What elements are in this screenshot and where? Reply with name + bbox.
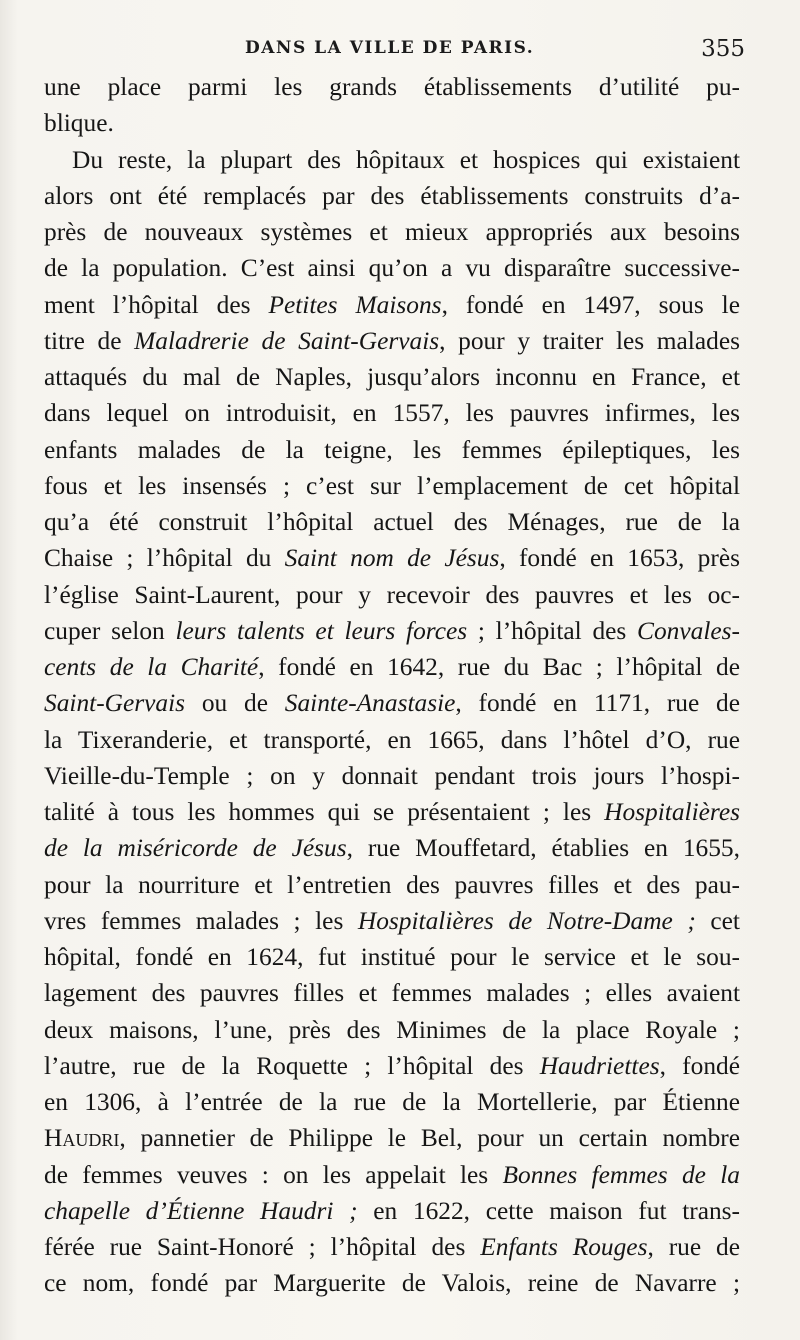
text-segment: enfants malades de la teigne, les femmes épileptiques, les [44,435,740,464]
text-segment: en 1622, cette maison fut trans- [357,1196,740,1225]
text-segment: Vieille-du-Temple ; on y donnait pendant trois jours l’hospi- [44,761,740,790]
text-segment: férée rue Saint-Honoré ; l’hôpital des [44,1233,481,1261]
page-number: 355 [701,36,745,62]
text-segment: alors ont été remplacés par des établissements construits d’a- [44,181,740,210]
italic-text: Enfants Rouges [480,1233,648,1261]
text-segment: ou de [185,689,285,718]
text-line [44,142,740,178]
text-segment: , fondé en 1497, sous le [441,290,740,319]
text-line [44,577,740,613]
text-line [44,504,740,540]
text-segment: cuper selon [44,616,176,645]
text-line [44,1120,740,1156]
italic-text: Hospitalières de Notre-Dame ; [357,906,696,935]
text-segment: ce nom, fondé par Marguerite de Valois, reine de Navarre ; [44,1269,740,1298]
text-segment: , fondé en 1171, rue de [455,689,740,718]
text-line [44,287,740,323]
text-line [44,613,740,649]
text-line [44,359,740,395]
italic-text: Convales- [637,616,740,645]
text-line [44,1084,740,1120]
text-line [44,1193,740,1229]
small-caps-text: Haudri [44,1124,120,1153]
text-segment: attaqués du mal de Naples, jusqu’alors inconnu en France, et [44,363,740,391]
text-line [44,250,740,286]
italic-text: chapelle d’Étienne Haudri ; [44,1196,358,1225]
text-line [44,794,740,830]
text-line [44,1229,740,1265]
italic-text: Bonnes femmes de la [502,1160,740,1189]
text-segment: , pour y traiter les malades [439,326,740,355]
text-line [44,178,740,214]
text-line [44,105,740,141]
text-segment: , pannetier de Philippe le Bel, pour un certain nombre [119,1124,740,1153]
text-segment: l’autre, rue de la Roquette ; l’hôpital des [44,1051,540,1080]
text-segment: deux maisons, l’une, près des Minimes de la place Royale ; [44,1015,740,1044]
text-line [44,867,740,903]
italic-text: leurs talents et leurs forces [175,616,468,645]
text-line [44,722,740,758]
text-segment: qu’a été construit l’hôpital actuel des Ménages, rue de la [44,508,740,536]
text-segment: Du reste, la plupart des hôpitaux et hospices qui existaient [72,145,740,174]
text-segment: , fondé [659,1051,740,1080]
text-line [44,1157,740,1193]
text-segment: vres femmes malades ; les [44,906,358,935]
text-segment: fous et les insensés ; c’est sur l’emplacement de cet hôpital [44,471,740,500]
text-segment: ment l’hôpital des [44,290,269,319]
text-segment: , rue de [647,1233,740,1261]
running-head: DANS LA VILLE DE PARIS. [245,38,535,58]
text-segment: de femmes veuves : on les appelait les [44,1160,503,1189]
text-line [44,685,740,721]
text-segment: de la population. C’est ainsi qu’on a vu disparaître successive- [44,254,740,283]
italic-text: Saint nom de Jésus [284,544,500,573]
italic-text: Hospitalières [604,798,740,826]
text-line [44,939,740,975]
text-segment: en 1306, à l’entrée de la rue de la Mortellerie, par Étienne [44,1088,740,1116]
text-line [44,323,740,359]
text-segment: une place parmi les grands établissements d’utilité pu- [44,73,740,101]
italic-text: Maladrerie de Saint-Gervais [134,326,440,355]
italic-text: Sainte-Anastasie [284,689,456,718]
text-segment: ; l’hôpital des [467,616,638,645]
text-line [44,903,740,939]
text-line [44,649,740,685]
italic-text: cents de la Charité [44,653,259,681]
text-line [44,540,740,576]
italic-text: Haudriettes [539,1051,660,1080]
text-segment: , rue Mouffetard, établies en 1655, [346,834,740,863]
text-segment: lagement des pauvres filles et femmes malades ; elles avaient [44,979,740,1008]
text-segment: titre de [44,326,135,355]
italic-text: de la miséricorde de Jésus [44,834,347,863]
text-line [44,830,740,866]
text-segment: dans lequel on introduisit, en 1557, les pauvres infirmes, les [44,399,740,428]
text-line [44,214,740,250]
text-line [44,395,740,431]
body-text [44,69,740,1302]
text-line [44,69,740,105]
text-segment: l’église Saint-Laurent, pour y recevoir des pauvres et les oc- [44,580,740,609]
text-line [44,432,740,468]
text-segment: pour la nourriture et l’entretien des pauvres filles et des pau- [44,870,740,899]
text-segment: blique. [44,109,114,138]
text-line [44,1012,740,1048]
italic-text: Petites Maisons [268,290,442,319]
text-line [44,1048,740,1084]
italic-text: Saint-Gervais [44,689,186,718]
page-header [40,34,745,66]
text-line [44,975,740,1011]
text-segment: la Tixeranderie, et transporté, en 1665, dans l’hôtel d’O, rue [44,725,740,754]
text-segment: cet [695,906,740,935]
text-line [44,468,740,504]
text-segment: près de nouveaux systèmes et mieux appropriés aux besoins [44,218,740,246]
text-segment: , fondé en 1653, près [499,544,740,573]
text-segment: Chaise ; l’hôpital du [44,544,285,573]
text-segment: talité à tous les hommes qui se présentaient ; les [44,798,605,826]
text-segment: , fondé en 1642, rue du Bac ; l’hôpital de [258,653,741,681]
text-line [44,758,740,794]
text-segment: hôpital, fondé en 1624, fut institué pour le service et le sou- [44,943,740,971]
text-line [44,1265,740,1301]
